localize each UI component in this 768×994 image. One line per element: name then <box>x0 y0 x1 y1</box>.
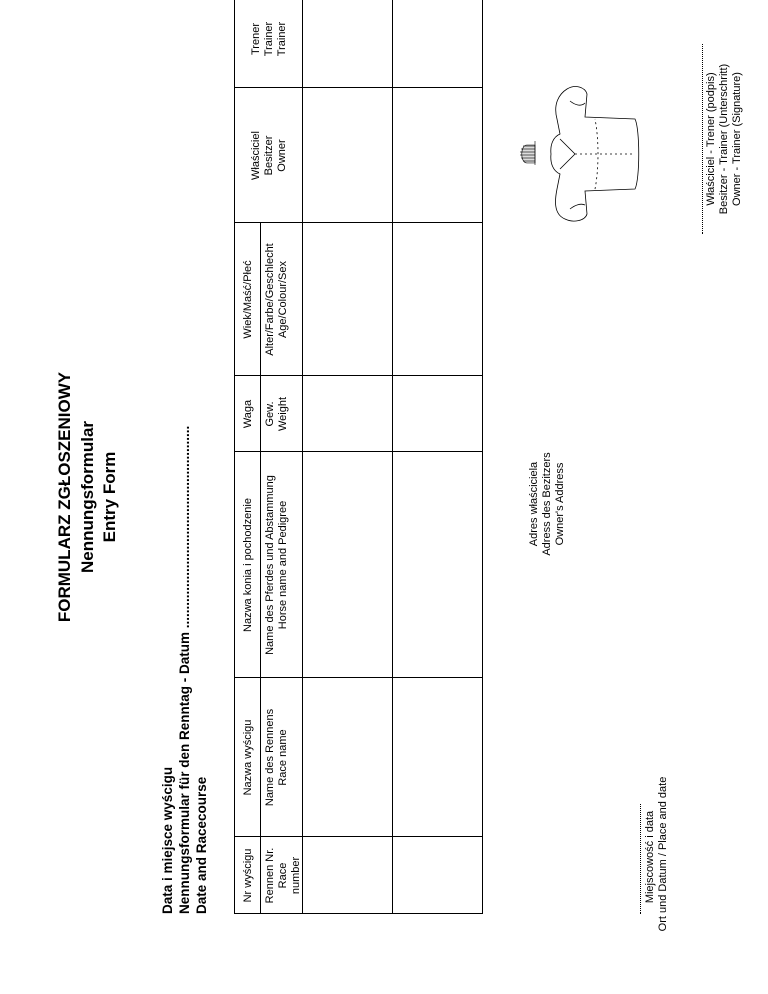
col-horse-name-en: Horse name and Pedigree <box>277 500 289 630</box>
jockey-silks-icon <box>515 79 665 229</box>
signature-label-de: Besitzer - Trainer (Unterschritt) <box>718 63 730 215</box>
col-horse-name-pl: Nazwa konia i pochodzenie <box>242 498 254 632</box>
table-border-left <box>234 913 482 914</box>
table-border-top <box>234 0 235 914</box>
col-trainer-en: Trainer <box>276 21 288 57</box>
entry-row-2[interactable] <box>393 0 481 913</box>
col-race-number-en: Race number <box>277 856 302 895</box>
col-age-colour-sex-de: Alter/Farbe/Geschlecht <box>264 243 276 356</box>
place-date-label-pl: Miejscowość i data <box>644 810 656 904</box>
owner-address-label-de: Adress des Bezitzers <box>541 452 553 556</box>
col-weight-de: Gew. <box>264 401 276 427</box>
place-date-label-de-en: Ort und Datum / Place and date <box>657 776 669 932</box>
signature-label-pl: Właściciel - Trener (podpis) <box>705 72 717 206</box>
col-weight-en: Weight <box>277 396 289 432</box>
col-age-colour-sex-pl: Wiek/Maść/Płeć <box>242 260 254 339</box>
owner-address-label-en: Owner's Address <box>554 462 566 546</box>
owner-address-label-pl: Adres właściciela <box>528 461 540 547</box>
header-divider <box>260 223 261 376</box>
col-age-colour-sex-en: Age/Colour/Sex <box>277 260 289 339</box>
signature-line <box>702 44 703 234</box>
col-race-name-de: Name des Rennens <box>264 708 276 807</box>
col-race-number-pl: Nr wyścigu <box>242 848 254 903</box>
race-date-label-pl: Data i miejsce wyścigu <box>160 766 175 914</box>
col-horse-name-de: Name des Pferdes und Abstammung <box>264 475 276 655</box>
col-trainer-pl: Trener <box>250 23 262 55</box>
col-owner-pl: Właściciel <box>250 131 262 180</box>
race-date-label-de: Nennungsformular für den Renntag - Datum ...................................................... <box>177 425 192 914</box>
form-title-en: Entry Form <box>100 451 119 543</box>
form-title-pl: FORMULARZ ZGŁOSZENIOWY <box>55 371 74 623</box>
place-date-line <box>640 804 641 914</box>
entry-table <box>234 0 482 914</box>
col-owner-de: Besitzer <box>263 135 275 176</box>
col-race-number-de: Rennen Nr. <box>264 847 276 904</box>
col-weight-pl: Waga <box>242 399 254 429</box>
col-race-name-pl: Nazwa wyścigu <box>242 719 254 796</box>
table-border-bottom <box>482 0 483 914</box>
col-owner-en: Owner <box>276 139 288 172</box>
col-race-name-en: Race name <box>277 729 289 786</box>
entry-row-1[interactable] <box>303 0 391 913</box>
race-date-label-en: Date and Racecourse <box>194 776 209 914</box>
signature-label-en: Owner - Trainer (Signature) <box>731 72 743 206</box>
col-trainer-de: Trainer <box>263 21 275 57</box>
form-title-de: Nennungsformular <box>78 420 97 574</box>
